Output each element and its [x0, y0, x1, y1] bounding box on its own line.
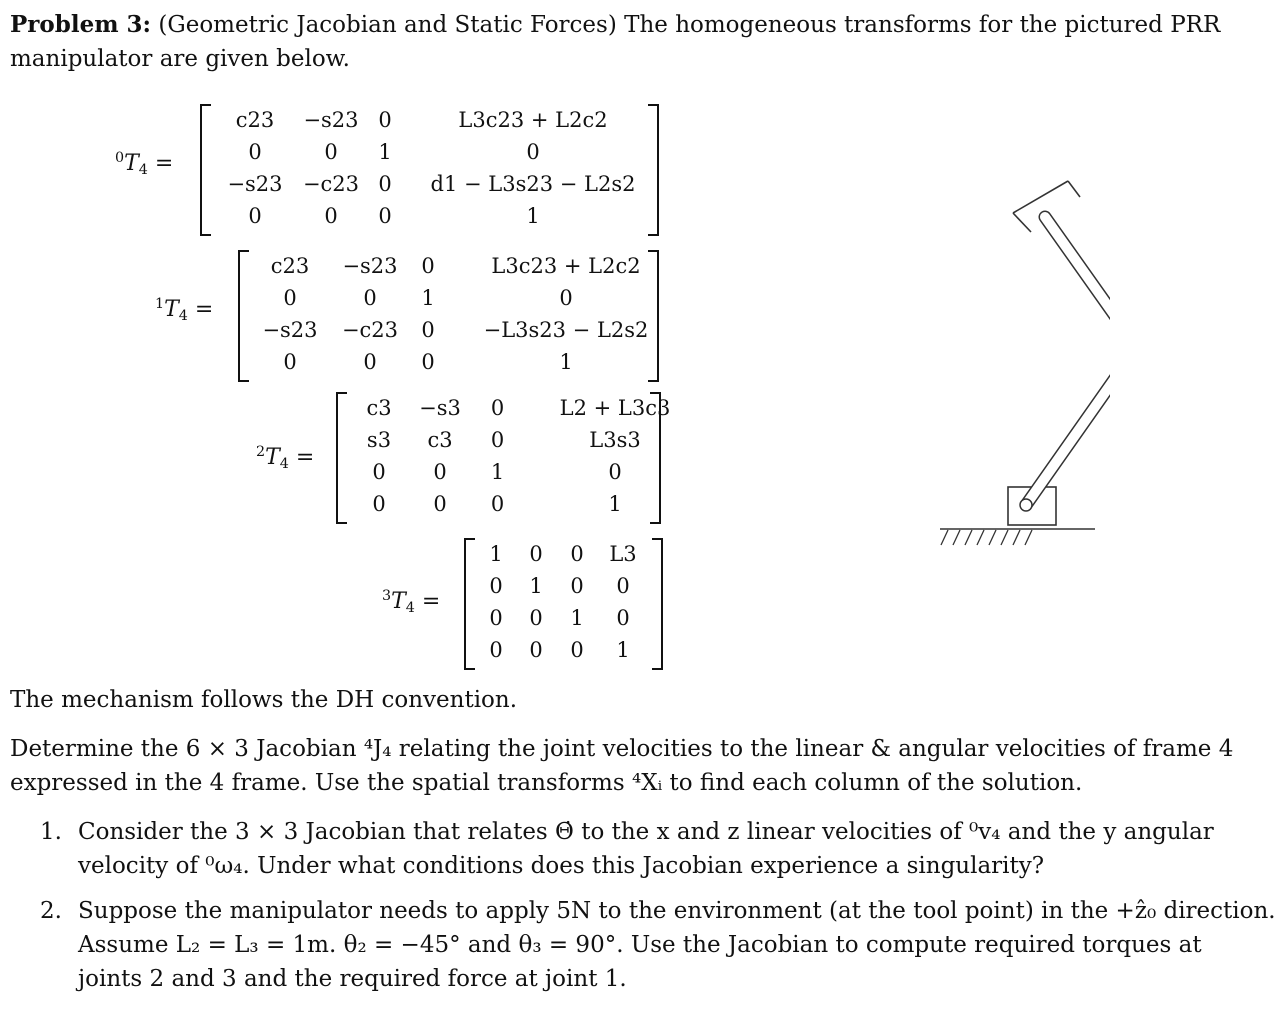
- question-2-number: 2.: [40, 898, 62, 924]
- matrix-3T4: [476, 538, 648, 666]
- matrix-cell: 0: [363, 350, 377, 374]
- matrix-cell: 1: [608, 492, 622, 516]
- problem-title-line2: manipulator are given below.: [10, 46, 350, 72]
- matrix-cell: −s23: [227, 172, 283, 196]
- matrix-cell: 0: [490, 428, 505, 452]
- matrix-cell: 1: [490, 460, 505, 484]
- matrix-cell: 0: [363, 286, 377, 310]
- matrix-row: [250, 314, 686, 346]
- matrix-cell: 0: [421, 350, 435, 374]
- matrix-cell: 1: [421, 286, 435, 310]
- matrix-row: [476, 634, 648, 666]
- matrix-cell: 1: [529, 574, 543, 598]
- matrix-cell: c23: [235, 108, 275, 132]
- matrix-cell: 0: [526, 140, 540, 164]
- matrix-0T4-lhs: $^0T_4$ =: [115, 150, 174, 179]
- end-effector-plate: [1013, 181, 1068, 213]
- matrix-cell: c3: [427, 428, 453, 452]
- matrix-cell: −L3s23 − L2s2: [483, 318, 649, 342]
- matrix-3T4-lhs: $^3T_4$ =: [382, 588, 441, 617]
- problem-title: (Geometric Jacobian and Static Forces) The homogeneous transforms for the pictured PRR: [158, 12, 1221, 38]
- question-1-line1: Consider the 3 × 3 Jacobian that relates Θ̇ to the x and z linear velocities of ⁰v₄ and the y angular: [78, 819, 1214, 845]
- lower-link: [1026, 347, 1110, 505]
- matrix-cell: 0: [570, 574, 584, 598]
- matrix-cell: 0: [324, 140, 338, 164]
- matrix-row: [348, 424, 705, 456]
- matrix-cell: −s23: [303, 108, 359, 132]
- matrix-cell: L3c23 + L2c2: [491, 254, 641, 278]
- matrix-cell: 0: [433, 460, 447, 484]
- question-2-line2: Assume L₂ = L₃ = 1m. θ₂ = −45° and θ₃ = 90°. Use the Jacobian to compute required torques at: [78, 932, 1202, 958]
- matrix-0T4: [215, 104, 663, 232]
- problem-heading: [10, 8, 1220, 42]
- matrix-cell: 0: [570, 542, 584, 566]
- matrix-cell: 0: [490, 396, 505, 420]
- matrix-cell: 0: [570, 638, 584, 662]
- matrix-cell: d1 − L3s23 − L2s2: [430, 172, 636, 196]
- matrix-cell: 0: [490, 492, 505, 516]
- matrix-0T4-left-bracket: [200, 104, 211, 236]
- matrix-cell: 0: [489, 638, 503, 662]
- matrix-row: [250, 346, 686, 378]
- matrix-row: [250, 250, 686, 282]
- ground-hatching: [941, 530, 1032, 545]
- matrix-cell: 1: [378, 140, 392, 164]
- matrix-cell: 0: [529, 638, 543, 662]
- matrix-row: [215, 136, 663, 168]
- matrix-cell: 0: [378, 172, 392, 196]
- matrix-cell: 0: [248, 140, 262, 164]
- matrix-cell: L3s3: [589, 428, 641, 452]
- matrix-cell: 0: [283, 286, 297, 310]
- matrix-cell: −s3: [419, 396, 461, 420]
- base-joint: [1020, 499, 1032, 511]
- matrix-cell: 0: [378, 108, 392, 132]
- matrix-3T4-right-bracket: [652, 538, 663, 670]
- matrix-cell: −c23: [341, 318, 399, 342]
- matrix-cell: −s23: [342, 254, 398, 278]
- matrix-cell: L3c23 + L2c2: [458, 108, 608, 132]
- matrix-cell: L2 + L3c3: [559, 396, 671, 420]
- matrix-row: [348, 488, 705, 520]
- matrix-cell: 1: [570, 606, 584, 630]
- question-1-line2: velocity of ⁰ω₄. Under what conditions does this Jacobian experience a singularity?: [78, 853, 1045, 879]
- matrix-cell: 0: [433, 492, 447, 516]
- question-2-line3: joints 2 and 3 and the required force at joint 1.: [78, 966, 627, 992]
- matrix-cell: s3: [366, 428, 392, 452]
- matrix-cell: 0: [372, 492, 386, 516]
- dh-convention-sentence: The mechanism follows the DH convention.: [10, 687, 518, 713]
- matrix-cell: 0: [489, 574, 503, 598]
- matrix-2T4-left-bracket: [336, 392, 347, 524]
- matrix-row: [348, 392, 705, 424]
- matrix-cell: 0: [372, 460, 386, 484]
- matrix-cell: 0: [559, 286, 573, 310]
- prr-manipulator-figure: [930, 175, 1110, 555]
- question-2-line1: Suppose the manipulator needs to apply 5N to the environment (at the tool point) in the +ẑ₀ direction.: [78, 898, 1276, 924]
- task-line-2: expressed in the 4 frame. Use the spatial transforms ⁴Xᵢ to find each column of the solution.: [10, 770, 1083, 796]
- matrix-cell: c3: [366, 396, 392, 420]
- matrix-cell: −s23: [262, 318, 318, 342]
- matrix-cell: 0: [529, 606, 543, 630]
- matrix-row: [348, 456, 705, 488]
- matrix-row: [215, 168, 663, 200]
- matrix-cell: 0: [489, 606, 503, 630]
- matrix-cell: 0: [529, 542, 543, 566]
- matrix-1T4-lhs: $^1T_4$ =: [155, 296, 214, 325]
- matrix-cell: 1: [489, 542, 503, 566]
- matrix-cell: 0: [421, 254, 435, 278]
- matrix-cell: 0: [324, 204, 338, 228]
- matrix-cell: c23: [270, 254, 310, 278]
- matrix-2T4: [348, 392, 705, 520]
- matrix-row: [215, 104, 663, 136]
- matrix-row: [476, 570, 648, 602]
- matrix-row: [476, 538, 648, 570]
- matrix-cell: 0: [283, 350, 297, 374]
- matrix-cell: 0: [421, 318, 435, 342]
- matrix-1T4: [250, 250, 686, 378]
- matrix-cell: L3: [609, 542, 637, 566]
- matrix-cell: 1: [616, 638, 630, 662]
- problem-label: Problem 3:: [10, 11, 152, 38]
- matrix-1T4-left-bracket: [238, 250, 249, 382]
- matrix-row: [215, 200, 663, 232]
- matrix-2T4-lhs: $^2T_4$ =: [256, 444, 315, 473]
- matrix-3T4-left-bracket: [464, 538, 475, 670]
- task-line-1: Determine the 6 × 3 Jacobian ⁴J₄ relating the joint velocities to the linear & angular velocities of frame 4: [10, 736, 1234, 762]
- matrix-row: [476, 602, 648, 634]
- matrix-cell: −c23: [302, 172, 360, 196]
- question-1-number: 1.: [40, 819, 62, 845]
- matrix-cell: 0: [248, 204, 262, 228]
- matrix-cell: 0: [608, 460, 622, 484]
- matrix-cell: 1: [526, 204, 540, 228]
- matrix-cell: 1: [559, 350, 573, 374]
- matrix-cell: 0: [616, 606, 630, 630]
- matrix-row: [250, 282, 686, 314]
- matrix-cell: 0: [616, 574, 630, 598]
- upper-link: [1045, 217, 1110, 347]
- matrix-cell: 0: [378, 204, 392, 228]
